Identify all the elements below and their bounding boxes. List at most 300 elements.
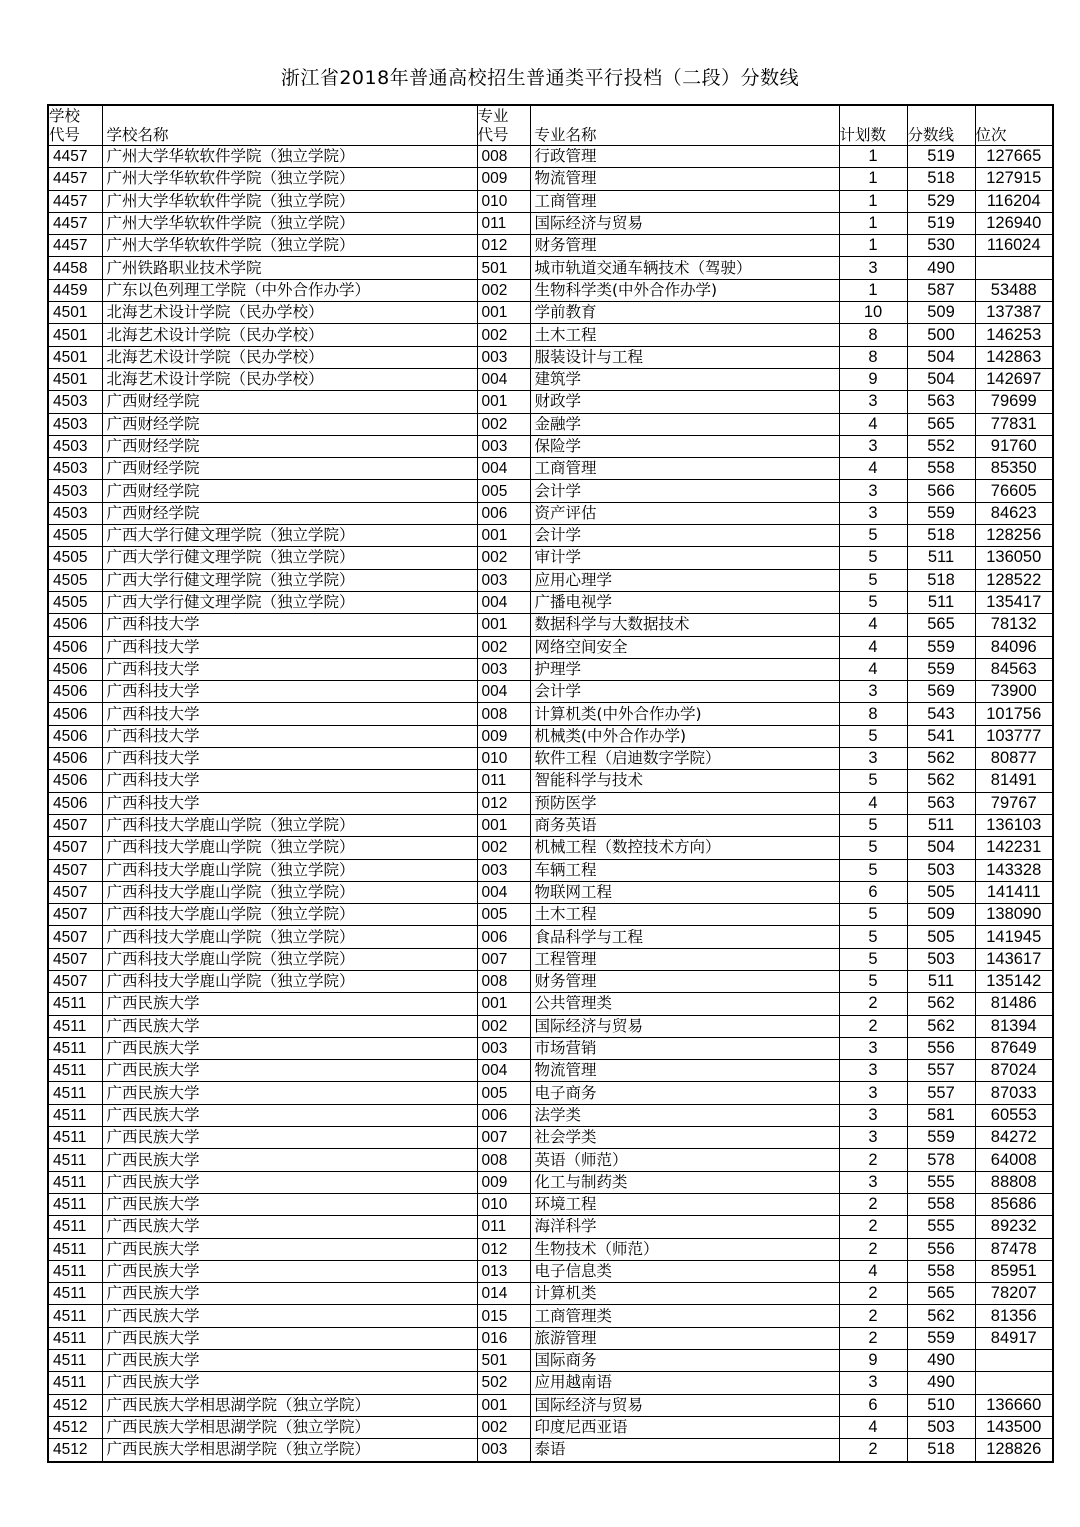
cell-rank: 81486 [975, 993, 1053, 1015]
cell-major-code: 013 [477, 1260, 530, 1282]
cell-school-code: 4506 [48, 703, 102, 725]
cell-plan: 5 [839, 547, 907, 569]
cell-major-name: 公共管理类 [530, 993, 839, 1015]
cell-major-code: 002 [477, 1416, 530, 1438]
cell-rank: 128522 [975, 569, 1053, 591]
table-row [48, 591, 1053, 613]
cell-school-name: 广西科技大学鹿山学院（独立学院） [102, 948, 477, 970]
cell-major-code: 009 [477, 1171, 530, 1193]
cell-major-code: 006 [477, 926, 530, 948]
cell-major-code: 010 [477, 190, 530, 212]
cell-major-code: 002 [477, 636, 530, 658]
cell-major-name: 车辆工程 [530, 859, 839, 881]
cell-major-name: 工商管理 [530, 190, 839, 212]
cell-major-code: 008 [477, 1149, 530, 1171]
cell-major-code: 009 [477, 725, 530, 747]
cell-rank: 116204 [975, 190, 1053, 212]
cell-school-code: 4511 [48, 1193, 102, 1215]
cell-school-code: 4503 [48, 413, 102, 435]
cell-major-code: 004 [477, 1060, 530, 1082]
cell-rank: 101756 [975, 703, 1053, 725]
cell-major-code: 005 [477, 904, 530, 926]
cell-school-name: 广西民族大学相思湖学院（独立学院） [102, 1394, 477, 1416]
cell-rank: 103777 [975, 725, 1053, 747]
cell-school-code: 4501 [48, 368, 102, 390]
cell-major-code: 003 [477, 569, 530, 591]
cell-plan: 4 [839, 458, 907, 480]
cell-plan: 3 [839, 435, 907, 457]
cell-school-code: 4506 [48, 725, 102, 747]
cell-school-name: 广西财经学院 [102, 502, 477, 524]
cell-major-code: 501 [477, 257, 530, 279]
table-row [48, 302, 1053, 324]
cell-major-name: 会计学 [530, 480, 839, 502]
cell-rank: 136103 [975, 814, 1053, 836]
cell-school-code: 4505 [48, 547, 102, 569]
cell-school-code: 4511 [48, 1372, 102, 1394]
cell-school-code: 4511 [48, 1283, 102, 1305]
cell-major-code: 005 [477, 1082, 530, 1104]
cell-rank: 127915 [975, 168, 1053, 190]
cell-rank: 78132 [975, 614, 1053, 636]
cell-rank: 85350 [975, 458, 1053, 480]
cell-school-name: 广西大学行健文理学院（独立学院） [102, 591, 477, 613]
cell-major-name: 软件工程（启迪数字学院） [530, 748, 839, 770]
cell-school-code: 4511 [48, 1149, 102, 1171]
table-row [48, 212, 1053, 234]
header-plan: 计划数 [839, 105, 907, 146]
header-major-code [477, 105, 530, 146]
table-row [48, 346, 1053, 368]
table-row [48, 970, 1053, 992]
cell-major-code: 002 [477, 413, 530, 435]
cell-major-name: 生物科学类(中外合作办学) [530, 279, 839, 301]
table-row [48, 725, 1053, 747]
cell-rank: 126940 [975, 212, 1053, 234]
cell-major-name: 工程管理 [530, 948, 839, 970]
cell-school-name: 广西民族大学相思湖学院（独立学院） [102, 1416, 477, 1438]
cell-score: 518 [907, 525, 975, 547]
cell-major-name: 国际商务 [530, 1350, 839, 1372]
cell-rank [975, 1372, 1053, 1394]
cell-plan: 1 [839, 190, 907, 212]
cell-school-code: 4511 [48, 1037, 102, 1059]
cell-school-code: 4458 [48, 257, 102, 279]
cell-rank: 146253 [975, 324, 1053, 346]
cell-school-code: 4511 [48, 993, 102, 1015]
cell-major-code: 008 [477, 146, 530, 168]
cell-score: 505 [907, 926, 975, 948]
cell-rank: 88808 [975, 1171, 1053, 1193]
table-row [48, 792, 1053, 814]
cell-major-code: 016 [477, 1327, 530, 1349]
cell-school-code: 4503 [48, 391, 102, 413]
cell-school-code: 4511 [48, 1082, 102, 1104]
table-row [48, 435, 1053, 457]
cell-school-code: 4511 [48, 1238, 102, 1260]
cell-school-name: 广西财经学院 [102, 458, 477, 480]
cell-rank: 142231 [975, 837, 1053, 859]
cell-score: 510 [907, 1394, 975, 1416]
cell-school-name: 广西财经学院 [102, 391, 477, 413]
table-row [48, 614, 1053, 636]
cell-score: 552 [907, 435, 975, 457]
cell-plan: 4 [839, 658, 907, 680]
cell-plan: 4 [839, 1416, 907, 1438]
cell-rank: 116024 [975, 235, 1053, 257]
cell-plan: 3 [839, 1082, 907, 1104]
table-row [48, 658, 1053, 680]
cell-plan: 1 [839, 235, 907, 257]
cell-score: 581 [907, 1104, 975, 1126]
cell-school-name: 广西科技大学 [102, 770, 477, 792]
cell-school-code: 4457 [48, 168, 102, 190]
cell-school-name: 广西科技大学鹿山学院（独立学院） [102, 904, 477, 926]
cell-school-name: 广西科技大学鹿山学院（独立学院） [102, 814, 477, 836]
cell-major-name: 保险学 [530, 435, 839, 457]
cell-score: 578 [907, 1149, 975, 1171]
cell-school-code: 4512 [48, 1394, 102, 1416]
cell-school-code: 4507 [48, 970, 102, 992]
cell-school-name: 广西科技大学 [102, 725, 477, 747]
table-row [48, 1260, 1053, 1282]
cell-plan: 2 [839, 1238, 907, 1260]
table-row [48, 1439, 1053, 1462]
cell-score: 558 [907, 1260, 975, 1282]
cell-score: 565 [907, 1283, 975, 1305]
cell-school-name: 北海艺术设计学院（民办学校） [102, 368, 477, 390]
cell-score: 505 [907, 881, 975, 903]
cell-school-name: 广西民族大学相思湖学院（独立学院） [102, 1439, 477, 1462]
cell-score: 503 [907, 1416, 975, 1438]
cell-major-code: 004 [477, 681, 530, 703]
header-major-name: 专业名称 [530, 105, 839, 146]
cell-school-name: 北海艺术设计学院（民办学校） [102, 302, 477, 324]
table-body [48, 146, 1053, 1462]
cell-major-code: 003 [477, 346, 530, 368]
cell-rank: 87478 [975, 1238, 1053, 1260]
cell-major-code: 012 [477, 792, 530, 814]
header-row [48, 105, 1053, 146]
cell-school-name: 广西科技大学 [102, 614, 477, 636]
table-row [48, 1082, 1053, 1104]
cell-plan: 5 [839, 770, 907, 792]
cell-major-code: 011 [477, 212, 530, 234]
cell-school-code: 4506 [48, 636, 102, 658]
table-row [48, 1238, 1053, 1260]
cell-school-code: 4512 [48, 1439, 102, 1462]
cell-major-code: 004 [477, 881, 530, 903]
cell-school-name: 广西民族大学 [102, 1216, 477, 1238]
cell-plan: 3 [839, 1104, 907, 1126]
table-row [48, 1283, 1053, 1305]
cell-school-name: 广西科技大学鹿山学院（独立学院） [102, 926, 477, 948]
cell-major-code: 004 [477, 368, 530, 390]
cell-major-name: 计算机类 [530, 1283, 839, 1305]
table-row [48, 1193, 1053, 1215]
cell-school-name: 广西财经学院 [102, 480, 477, 502]
cell-score: 559 [907, 636, 975, 658]
table-row [48, 948, 1053, 970]
cell-major-name: 商务英语 [530, 814, 839, 836]
cell-plan: 5 [839, 725, 907, 747]
cell-major-name: 财务管理 [530, 970, 839, 992]
cell-major-name: 物联网工程 [530, 881, 839, 903]
cell-plan: 2 [839, 1216, 907, 1238]
cell-major-code: 011 [477, 1216, 530, 1238]
cell-score: 511 [907, 970, 975, 992]
cell-plan: 1 [839, 279, 907, 301]
cell-major-code: 001 [477, 391, 530, 413]
cell-rank [975, 1350, 1053, 1372]
cell-major-name: 财务管理 [530, 235, 839, 257]
cell-plan: 6 [839, 881, 907, 903]
header-school-code [48, 105, 102, 146]
cell-score: 555 [907, 1216, 975, 1238]
cell-plan: 5 [839, 970, 907, 992]
cell-school-name: 广西民族大学 [102, 1037, 477, 1059]
table-row [48, 1104, 1053, 1126]
cell-rank: 136660 [975, 1394, 1053, 1416]
cell-school-code: 4511 [48, 1260, 102, 1282]
cell-rank: 53488 [975, 279, 1053, 301]
cell-score: 503 [907, 948, 975, 970]
cell-school-name: 北海艺术设计学院（民办学校） [102, 346, 477, 368]
cell-major-name: 环境工程 [530, 1193, 839, 1215]
cell-major-code: 006 [477, 1104, 530, 1126]
cell-major-name: 会计学 [530, 681, 839, 703]
cell-score: 559 [907, 1127, 975, 1149]
cell-plan: 2 [839, 1015, 907, 1037]
cell-school-name: 广西科技大学鹿山学院（独立学院） [102, 859, 477, 881]
cell-rank: 87024 [975, 1060, 1053, 1082]
cell-school-code: 4511 [48, 1060, 102, 1082]
table-row [48, 458, 1053, 480]
cell-major-code: 012 [477, 235, 530, 257]
table-row [48, 1060, 1053, 1082]
cell-school-name: 广西大学行健文理学院（独立学院） [102, 547, 477, 569]
cell-major-name: 印度尼西亚语 [530, 1416, 839, 1438]
cell-major-name: 财政学 [530, 391, 839, 413]
cell-rank: 127665 [975, 146, 1053, 168]
cell-rank: 141945 [975, 926, 1053, 948]
cell-school-name: 广西大学行健文理学院（独立学院） [102, 525, 477, 547]
cell-major-code: 015 [477, 1305, 530, 1327]
cell-major-name: 物流管理 [530, 168, 839, 190]
cell-rank: 84096 [975, 636, 1053, 658]
cell-school-name: 广西科技大学 [102, 792, 477, 814]
cell-school-name: 广西民族大学 [102, 1350, 477, 1372]
cell-major-code: 003 [477, 1439, 530, 1462]
cell-school-code: 4511 [48, 1327, 102, 1349]
cell-major-name: 机械类(中外合作办学) [530, 725, 839, 747]
cell-plan: 5 [839, 591, 907, 613]
cell-school-code: 4512 [48, 1416, 102, 1438]
cell-school-name: 广西民族大学 [102, 1238, 477, 1260]
cell-major-name: 行政管理 [530, 146, 839, 168]
table-row [48, 1149, 1053, 1171]
cell-score: 566 [907, 480, 975, 502]
table-row [48, 881, 1053, 903]
cell-school-name: 广州大学华软软件学院（独立学院） [102, 146, 477, 168]
cell-rank: 79767 [975, 792, 1053, 814]
cell-plan: 3 [839, 1171, 907, 1193]
cell-score: 504 [907, 837, 975, 859]
cell-school-code: 4505 [48, 569, 102, 591]
cell-major-code: 004 [477, 458, 530, 480]
cell-score: 562 [907, 748, 975, 770]
cell-rank: 81356 [975, 1305, 1053, 1327]
cell-major-name: 服装设计与工程 [530, 346, 839, 368]
cell-major-name: 英语（师范） [530, 1149, 839, 1171]
table-row [48, 770, 1053, 792]
cell-major-code: 501 [477, 1350, 530, 1372]
cell-score: 509 [907, 904, 975, 926]
cell-score: 556 [907, 1037, 975, 1059]
cell-rank: 87649 [975, 1037, 1053, 1059]
cell-plan: 8 [839, 324, 907, 346]
cell-rank: 60553 [975, 1104, 1053, 1126]
cell-major-name: 资产评估 [530, 502, 839, 524]
cell-score: 587 [907, 279, 975, 301]
cell-major-name: 电子信息类 [530, 1260, 839, 1282]
cell-major-name: 审计学 [530, 547, 839, 569]
cell-major-code: 002 [477, 837, 530, 859]
header-major-code-line2: 代号 [477, 126, 509, 144]
cell-rank: 143617 [975, 948, 1053, 970]
table-row [48, 1394, 1053, 1416]
cell-rank: 79699 [975, 391, 1053, 413]
cell-score: 518 [907, 569, 975, 591]
table-row [48, 368, 1053, 390]
cell-rank: 91760 [975, 435, 1053, 457]
cell-school-name: 广西民族大学 [102, 1060, 477, 1082]
cell-school-name: 广西科技大学 [102, 748, 477, 770]
cell-school-code: 4505 [48, 591, 102, 613]
cell-major-name: 计算机类(中外合作办学) [530, 703, 839, 725]
cell-plan: 3 [839, 1127, 907, 1149]
cell-major-code: 011 [477, 770, 530, 792]
cell-major-name: 电子商务 [530, 1082, 839, 1104]
cell-rank: 135142 [975, 970, 1053, 992]
cell-major-code: 003 [477, 1037, 530, 1059]
cell-school-code: 4506 [48, 614, 102, 636]
cell-school-code: 4507 [48, 881, 102, 903]
table-row [48, 279, 1053, 301]
cell-school-code: 4503 [48, 480, 102, 502]
cell-major-name: 数据科学与大数据技术 [530, 614, 839, 636]
cell-plan: 3 [839, 681, 907, 703]
table-row [48, 146, 1053, 168]
cell-score: 559 [907, 502, 975, 524]
cell-plan: 3 [839, 748, 907, 770]
cell-plan: 5 [839, 926, 907, 948]
table-row [48, 525, 1053, 547]
cell-score: 557 [907, 1060, 975, 1082]
cell-major-name: 广播电视学 [530, 591, 839, 613]
table-row [48, 1037, 1053, 1059]
cell-school-code: 4511 [48, 1350, 102, 1372]
cell-school-code: 4511 [48, 1015, 102, 1037]
table-row [48, 926, 1053, 948]
cell-major-code: 003 [477, 435, 530, 457]
cell-major-name: 国际经济与贸易 [530, 1394, 839, 1416]
cell-major-name: 机械工程（数控技术方向） [530, 837, 839, 859]
cell-rank: 141411 [975, 881, 1053, 903]
cell-plan: 5 [839, 814, 907, 836]
cell-major-code: 003 [477, 658, 530, 680]
cell-school-name: 广州大学华软软件学院（独立学院） [102, 168, 477, 190]
header-score: 分数线 [907, 105, 975, 146]
table-row [48, 324, 1053, 346]
table-row [48, 681, 1053, 703]
cell-plan: 3 [839, 1037, 907, 1059]
cell-plan: 5 [839, 948, 907, 970]
cell-school-name: 广东以色列理工学院（中外合作办学） [102, 279, 477, 301]
cell-plan: 2 [839, 993, 907, 1015]
cell-major-code: 002 [477, 279, 530, 301]
cell-school-name: 广西民族大学 [102, 993, 477, 1015]
cell-score: 562 [907, 770, 975, 792]
cell-school-name: 广州大学华软软件学院（独立学院） [102, 235, 477, 257]
cell-major-code: 001 [477, 814, 530, 836]
cell-plan: 3 [839, 257, 907, 279]
cell-school-code: 4501 [48, 324, 102, 346]
cell-major-name: 旅游管理 [530, 1327, 839, 1349]
cell-score: 511 [907, 591, 975, 613]
table-row [48, 1127, 1053, 1149]
cell-school-code: 4511 [48, 1104, 102, 1126]
cell-major-name: 土木工程 [530, 324, 839, 346]
table-row [48, 1305, 1053, 1327]
cell-plan: 4 [839, 636, 907, 658]
cell-score: 565 [907, 413, 975, 435]
cell-major-name: 智能科学与技术 [530, 770, 839, 792]
cell-major-name: 会计学 [530, 525, 839, 547]
cell-major-code: 001 [477, 993, 530, 1015]
table-row [48, 1171, 1053, 1193]
cell-school-code: 4506 [48, 792, 102, 814]
cell-major-code: 006 [477, 502, 530, 524]
cell-rank: 64008 [975, 1149, 1053, 1171]
table-row [48, 703, 1053, 725]
cell-major-name: 泰语 [530, 1439, 839, 1462]
cell-major-code: 010 [477, 748, 530, 770]
table-row [48, 993, 1053, 1015]
table-row [48, 569, 1053, 591]
cell-school-name: 广西科技大学鹿山学院（独立学院） [102, 837, 477, 859]
cell-plan: 5 [839, 859, 907, 881]
cell-school-code: 4457 [48, 146, 102, 168]
cell-rank: 77831 [975, 413, 1053, 435]
cell-plan: 4 [839, 792, 907, 814]
cell-school-name: 广西科技大学 [102, 658, 477, 680]
cell-plan: 2 [839, 1327, 907, 1349]
cell-rank: 78207 [975, 1283, 1053, 1305]
page-title: 浙江省2018年普通高校招生普通类平行投档（二段）分数线 [280, 67, 800, 89]
cell-score: 490 [907, 257, 975, 279]
cell-rank: 137387 [975, 302, 1053, 324]
cell-school-code: 4511 [48, 1216, 102, 1238]
cell-major-code: 009 [477, 168, 530, 190]
cell-score: 519 [907, 146, 975, 168]
table-row [48, 1372, 1053, 1394]
cell-school-name: 广州大学华软软件学院（独立学院） [102, 190, 477, 212]
cell-major-code: 002 [477, 1015, 530, 1037]
cell-school-code: 4457 [48, 190, 102, 212]
cell-plan: 4 [839, 413, 907, 435]
cell-school-code: 4507 [48, 948, 102, 970]
